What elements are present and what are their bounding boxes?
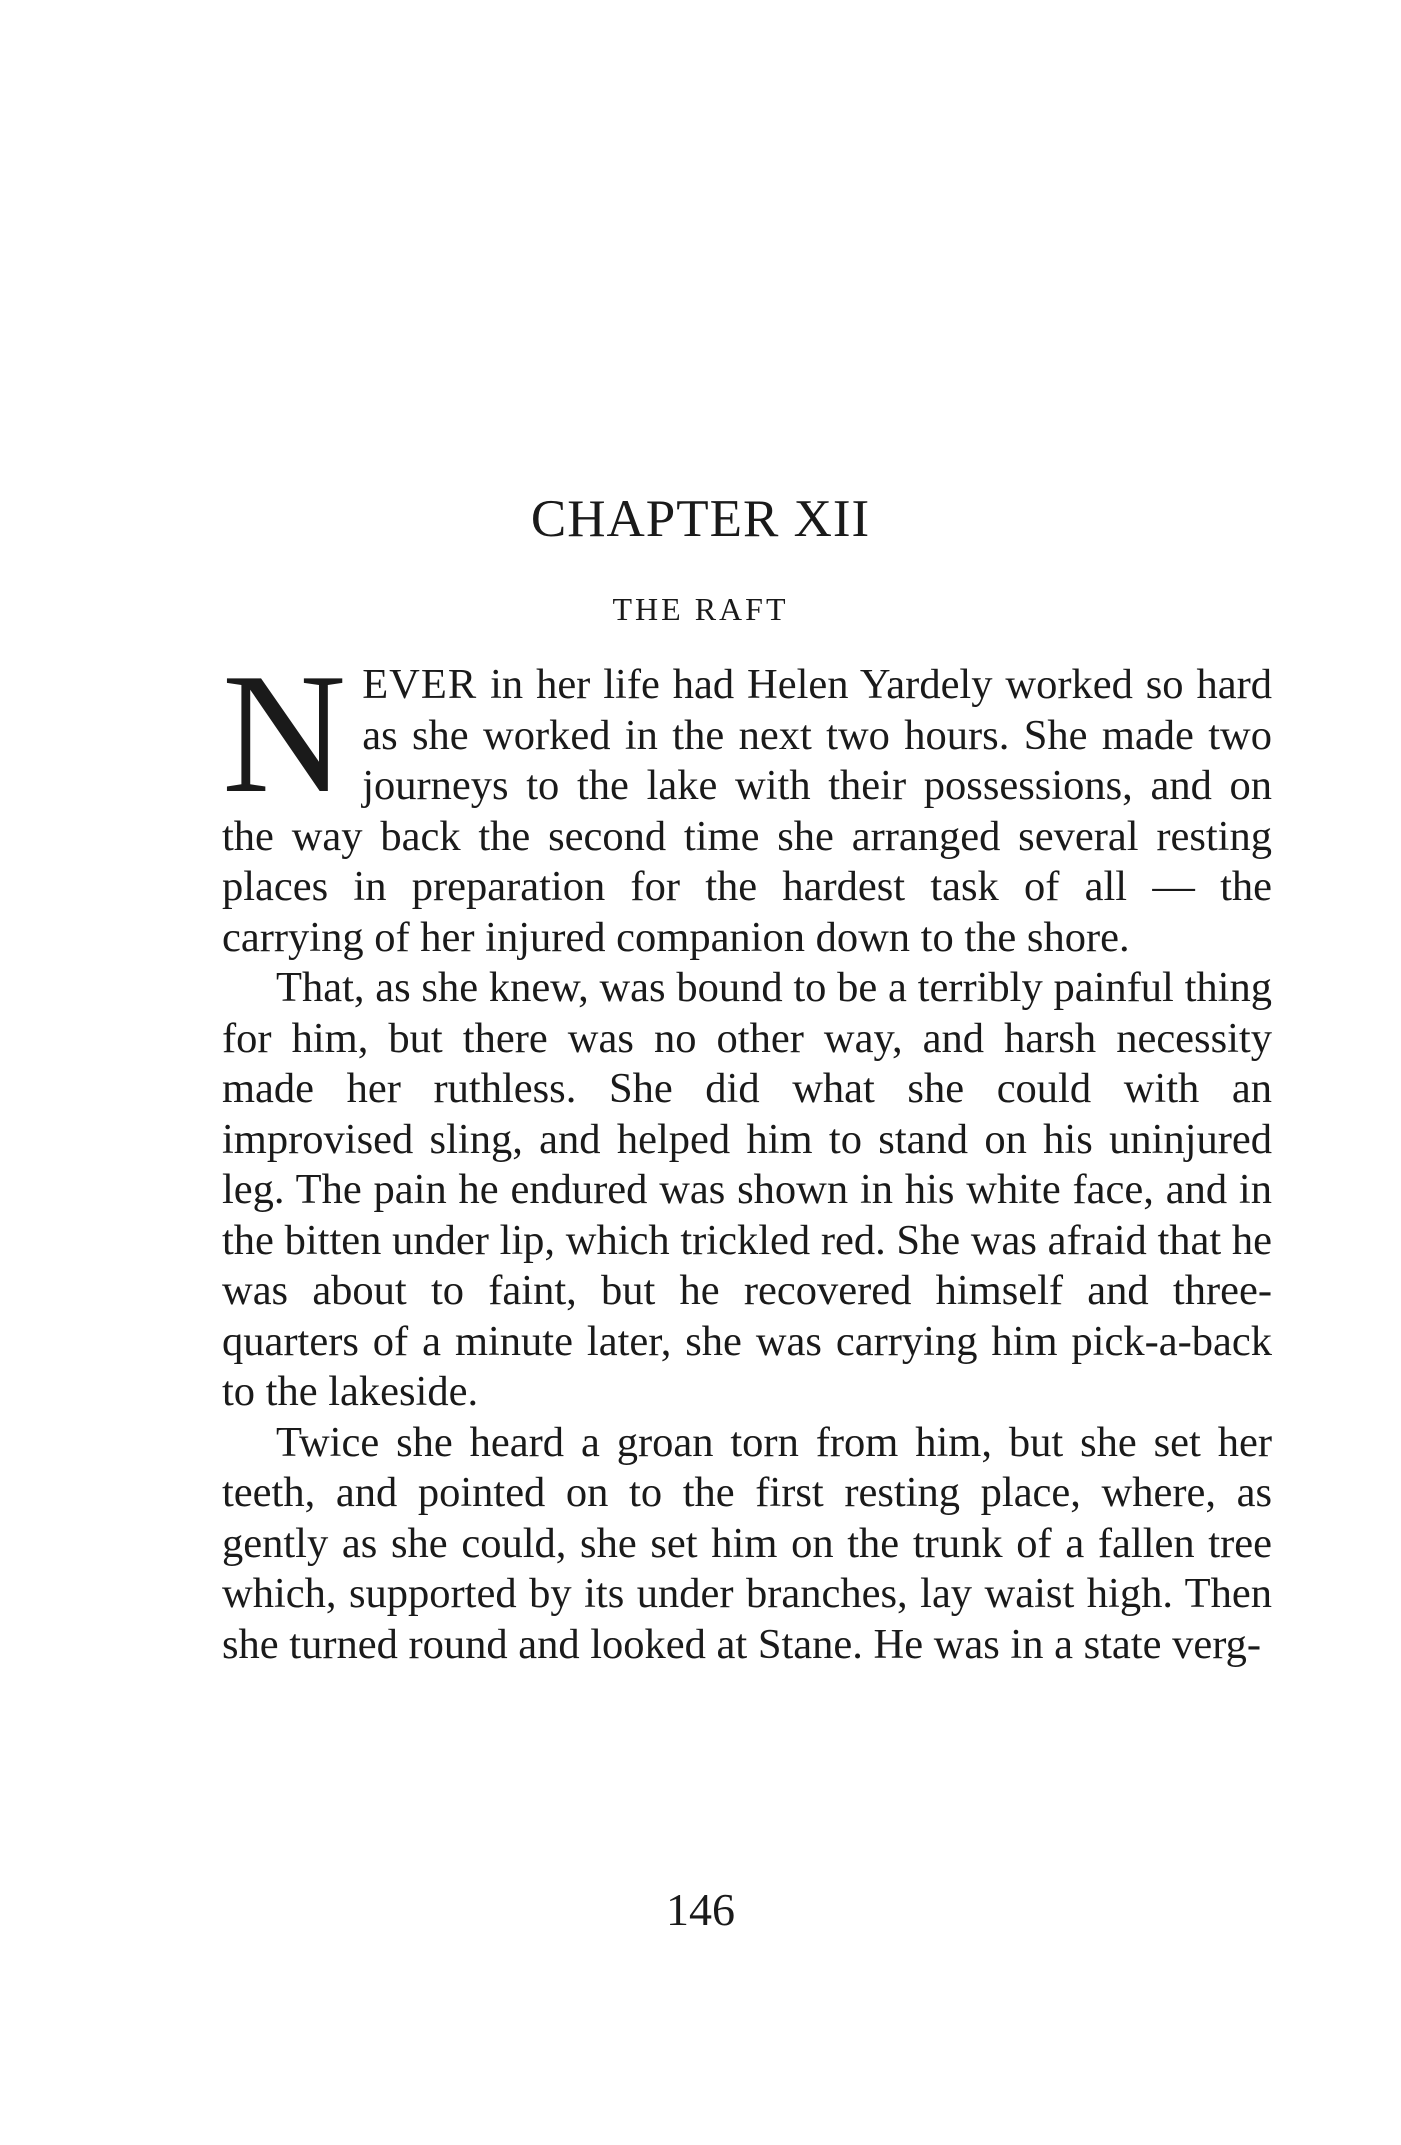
paragraph-1 (222, 639, 1272, 963)
opening-caps: EVER (362, 661, 478, 708)
paragraph-3: Twice she heard a groan torn from him, but she set her teeth, and pointed on to the first resting place, where, as gently as she could, she set him on the trunk of a fallen tree which, supported by its under branches, lay waist high. Then she turned round and looked at Stane. He was in a state verg- (222, 1418, 1272, 1668)
chapter-heading: CHAPTER XII (530, 490, 871, 548)
paragraph-2: That, as she knew, was bound to be a terribly painful thing for him, but there was no other way, and harsh necessity made her ruthless. She did what she could with an improvised sling, and helped him to stand on his uninjured leg. The pain he endured was shown in his white face, and in the bitten under lip, which trickled red. She was afraid that he was about to faint, but he recovered himself and three-quarters of a minute later, she was carrying him pick-a-back to the lakeside. (222, 964, 1272, 1415)
chapter-subtitle: THE RAFT (612, 591, 789, 627)
paragraph-1-text: in her life had Helen Yardely worked so hard as she worked in the next two hours. She made two journeys to the lake with their possessions, and on the way back the second time she arranged several resting places in preparation for the hardest task of all — the carrying of her injured companion down to the shore. (222, 661, 1272, 961)
drop-cap: N (222, 639, 347, 829)
chapter-body (222, 639, 1272, 1670)
page-number: 146 (666, 1884, 735, 1935)
